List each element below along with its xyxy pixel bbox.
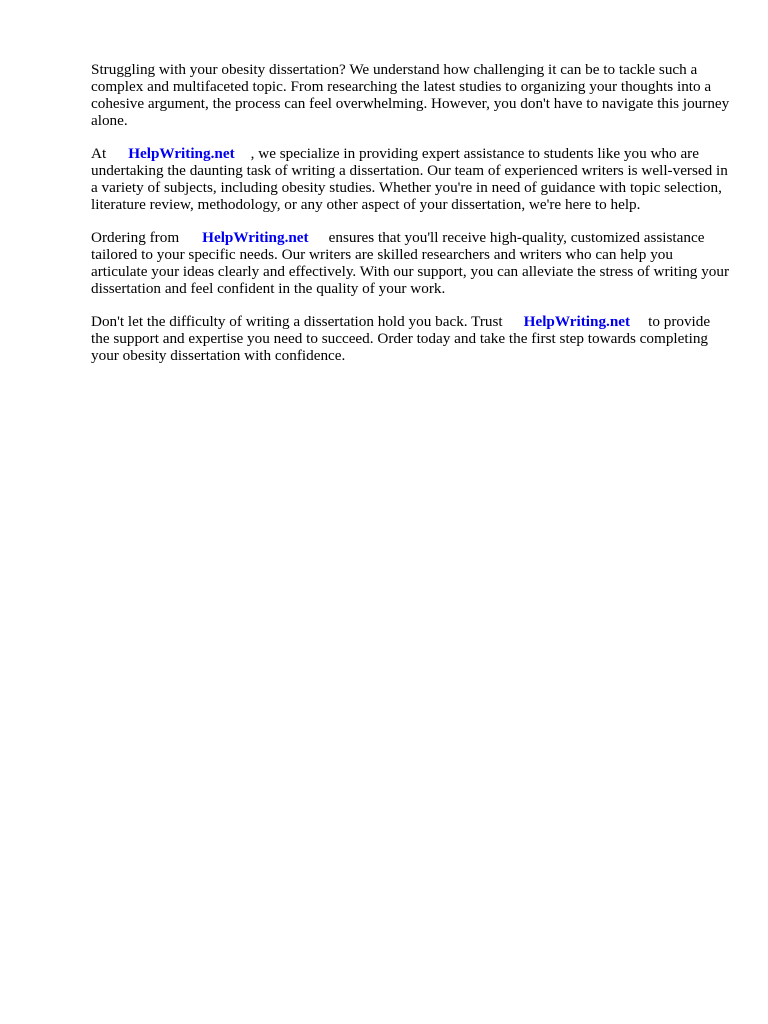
- paragraph-ordering: [91, 229, 731, 297]
- paragraph-about: [91, 145, 731, 213]
- paragraph-closing: [91, 313, 731, 364]
- paragraph-closing-lead: Don't let the difficulty of writing a dissertation hold you back. Trust: [91, 313, 503, 330]
- helpwriting-link[interactable]: HelpWriting.net: [523, 313, 631, 330]
- helpwriting-link[interactable]: HelpWriting.net: [202, 229, 309, 246]
- paragraph-about-body: , we specialize in providing expert assistance to students like you who are undertaking the daunting task of writing a dissertation. Our team of experienced writers is well-versed in a variety of subjects, including obesity studies. Whether you're in need of guidance with topic selection, literature review, methodology, or any other aspect of your dissertation, we're here to help.: [91, 145, 728, 213]
- paragraph-intro: Struggling with your obesity dissertation? We understand how challenging it can be to tackle such a complex and multifaceted topic. From researching the latest studies to organizing your thoughts into a cohesive argument, the process can feel overwhelming. However, you don't have to navigate this journey alone.: [91, 61, 730, 129]
- paragraph-ordering-lead: Ordering from: [91, 229, 180, 246]
- document-page: [91, 61, 731, 380]
- paragraph-about-lead: At: [91, 145, 107, 162]
- helpwriting-link[interactable]: HelpWriting.net: [128, 145, 235, 162]
- paragraph-ordering-body: ensures that you'll receive high-quality, customized assistance tailored to your specific needs. Our writers are skilled researchers and writers who can help you articulate your ideas clearly and effectively. With our support, you can alleviate the stress of writing your dissertation and feel confident in the quality of your work.: [91, 229, 730, 297]
- paragraph-closing-body: to provide the support and expertise you need to succeed. Order today and take the first step towards completing your obesity dissertation with confidence.: [91, 313, 711, 364]
